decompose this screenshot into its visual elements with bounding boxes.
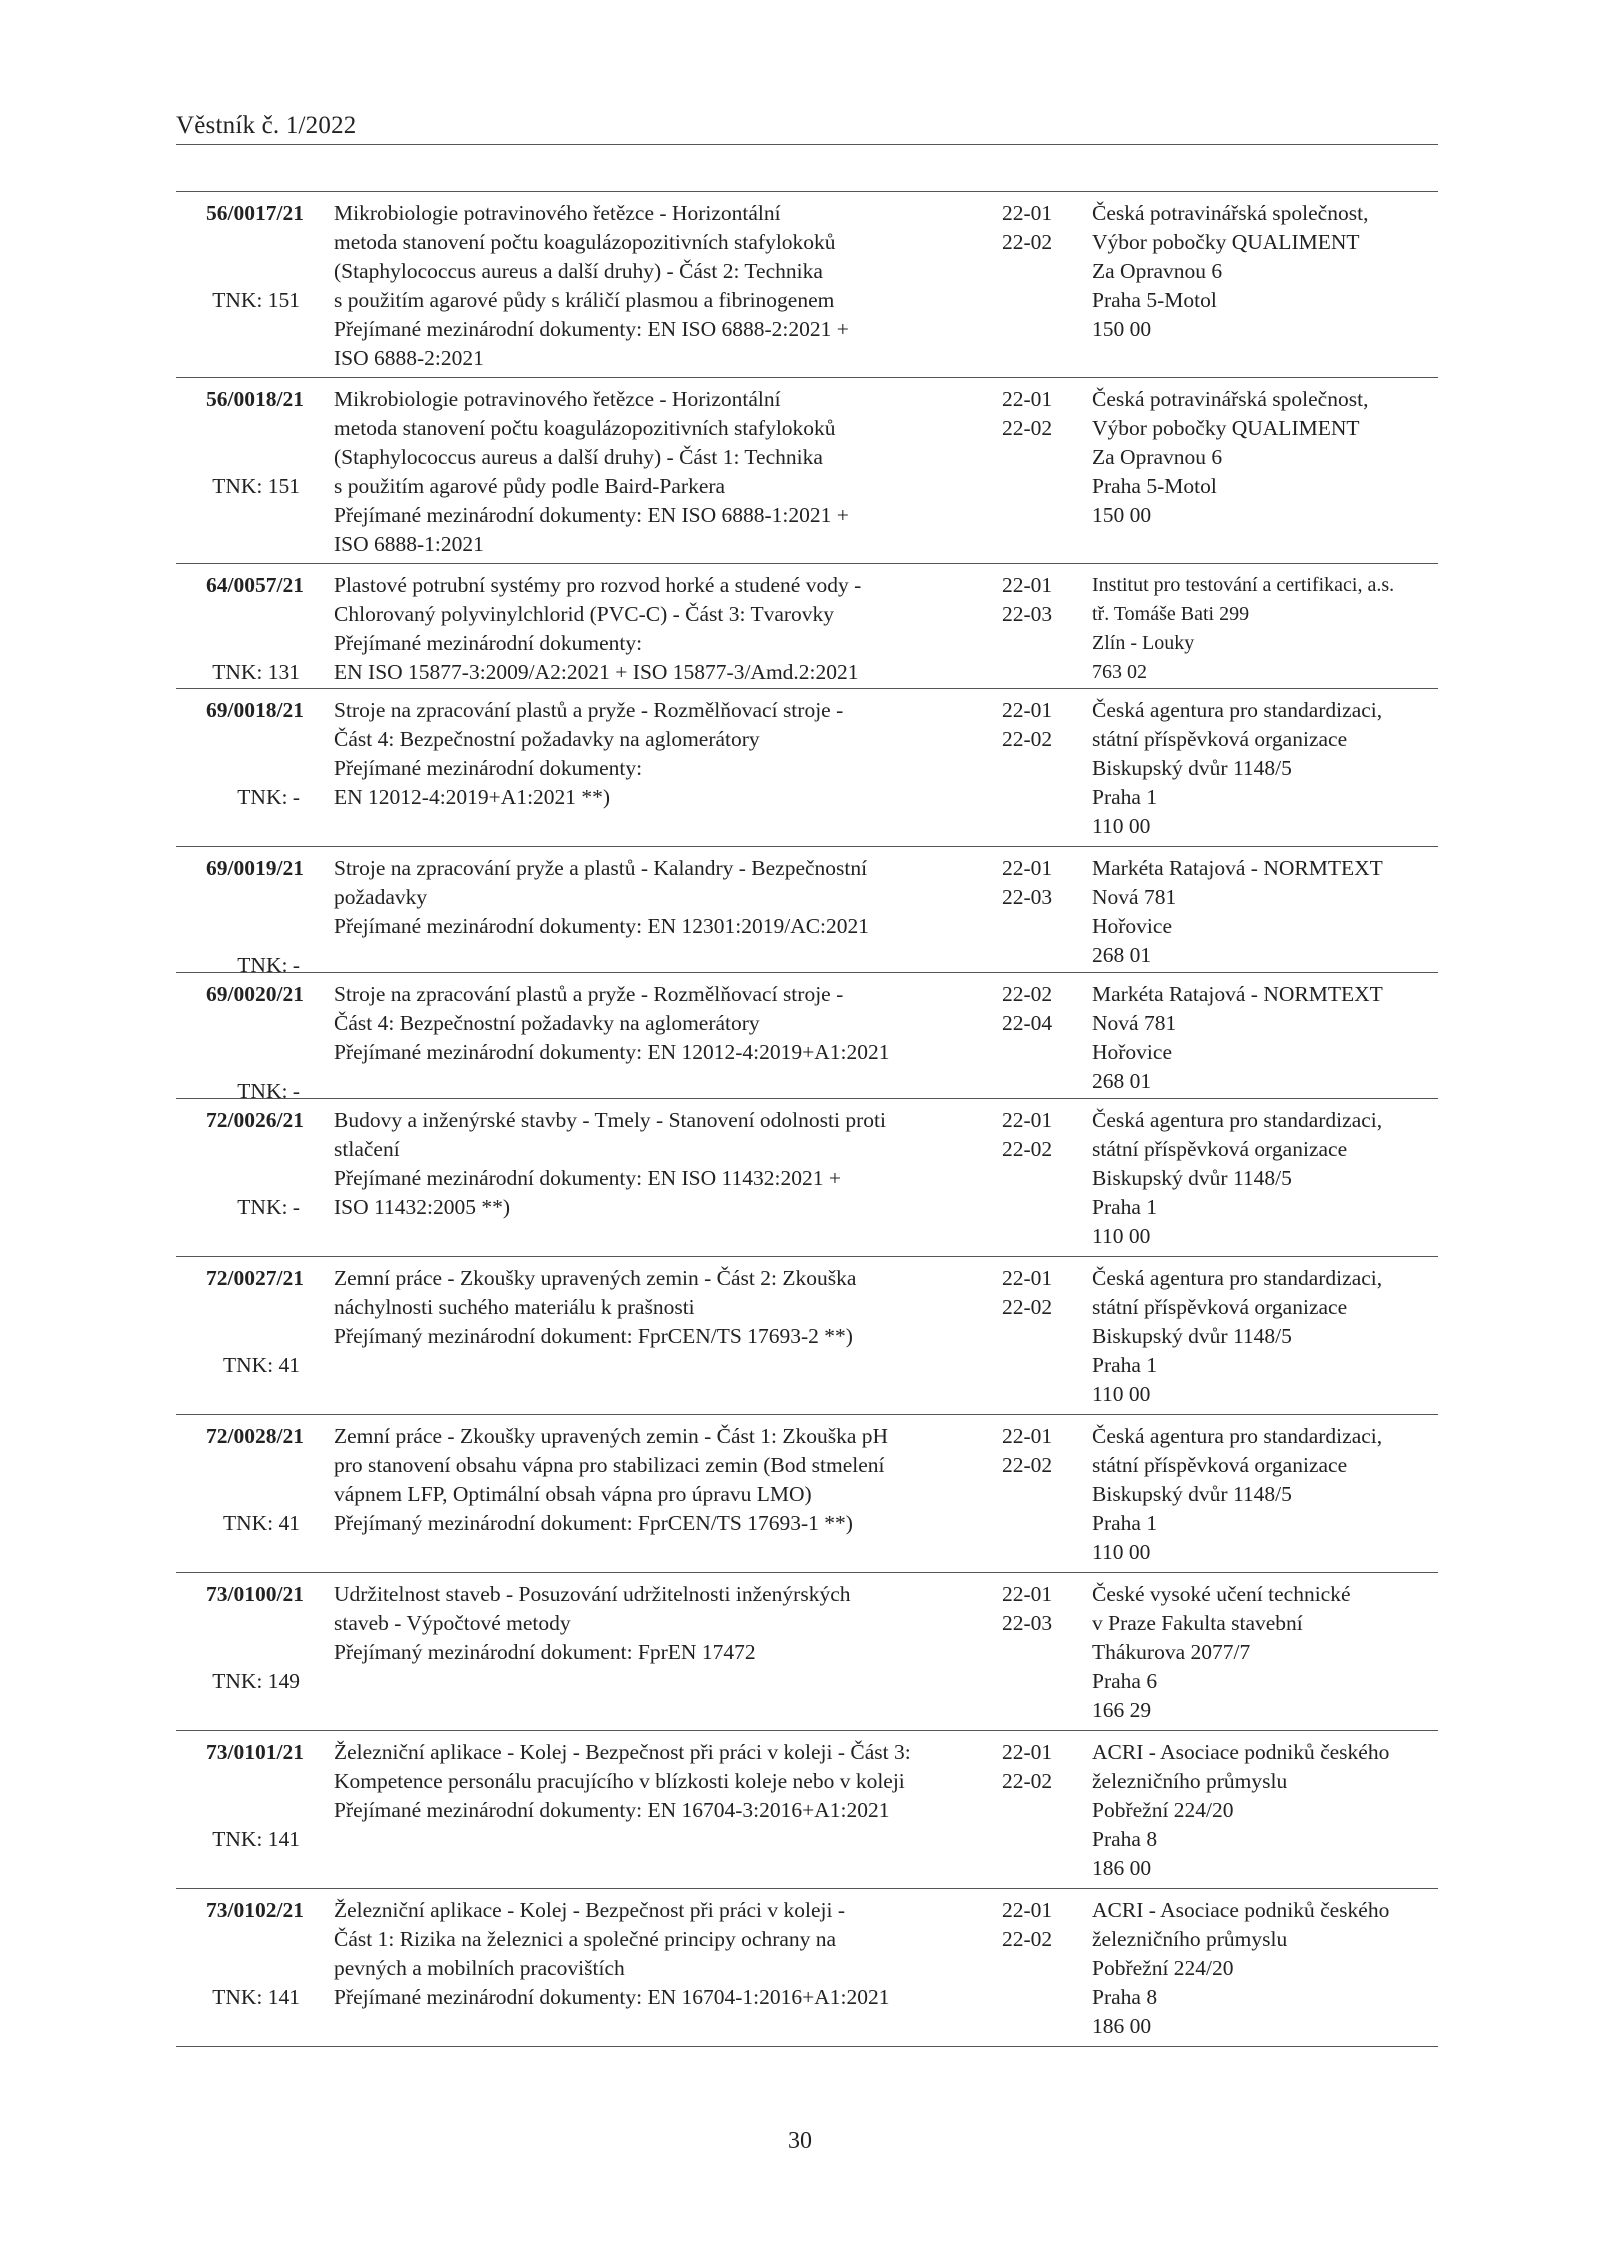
address-line: České vysoké učení technické <box>1092 1582 1351 1606</box>
standard-title <box>334 1896 986 2012</box>
tnk-number: TNK: 151 <box>212 474 300 498</box>
title-line: EN ISO 15877-3:2009/A2:2021 + ISO 15877-3/Amd.2:2021 <box>334 660 859 684</box>
standard-title <box>334 1738 986 1825</box>
address-line: Praha 1 <box>1092 785 1158 809</box>
title-line: požadavky <box>334 885 428 909</box>
tnk-number: TNK: 131 <box>212 660 300 684</box>
title-line: Udržitelnost staveb - Posuzování udržitelnosti inženýrských <box>334 1582 851 1606</box>
standard-code: 69/0019/21 <box>206 856 304 880</box>
address-line: státní příspěvková organizace <box>1092 1137 1348 1161</box>
address-line: Nová 781 <box>1092 885 1177 909</box>
title-line: ISO 6888-2:2021 <box>334 346 484 370</box>
address-line: Praha 1 <box>1092 1195 1158 1219</box>
period-date: 22-01 <box>1002 1582 1053 1606</box>
standard-code: 69/0020/21 <box>206 982 304 1006</box>
tnk-number: TNK: 141 <box>212 1985 300 2009</box>
address-line: 110 00 <box>1092 1382 1151 1406</box>
address-line: Nová 781 <box>1092 1011 1177 1035</box>
table-row <box>176 1573 1438 1731</box>
period-date: 22-03 <box>1002 1611 1053 1635</box>
title-line: Mikrobiologie potravinového řetězce - Horizontální <box>334 201 781 225</box>
processor-address <box>1092 1106 1438 1251</box>
tnk-number: TNK: - <box>237 953 300 977</box>
tnk-number: TNK: - <box>237 785 300 809</box>
title-line: Železniční aplikace - Kolej - Bezpečnost při práci v koleji - <box>334 1898 846 1922</box>
tnk-number: TNK: - <box>237 1195 300 1219</box>
period-date: 22-01 <box>1002 1266 1053 1290</box>
comment-period <box>1002 385 1062 443</box>
comment-period <box>1002 980 1062 1038</box>
address-line: státní příspěvková organizace <box>1092 1295 1348 1319</box>
processor-address <box>1092 1422 1438 1567</box>
address-line: Výbor pobočky QUALIMENT <box>1092 416 1360 440</box>
period-date: 22-01 <box>1002 201 1053 225</box>
title-line: Přejímané mezinárodní dokumenty: EN 16704-3:2016+A1:2021 <box>334 1798 890 1822</box>
standard-title <box>334 199 986 373</box>
title-line: Stroje na zpracování plastů a pryže - Rozmělňovací stroje - <box>334 698 844 722</box>
title-line: Kompetence personálu pracujícího v blízkosti koleje nebo v koleji <box>334 1769 905 1793</box>
address-line: Markéta Ratajová - NORMTEXT <box>1092 856 1383 880</box>
table-row <box>176 1731 1438 1889</box>
tnk-number: TNK: 149 <box>212 1669 300 1693</box>
title-line: metoda stanovení počtu koagulázopozitivních stafylokoků <box>334 230 836 254</box>
comment-period <box>1002 571 1062 629</box>
address-line: železničního průmyslu <box>1092 1927 1288 1951</box>
address-line: Biskupský dvůr 1148/5 <box>1092 756 1292 780</box>
table-row <box>176 1889 1438 2047</box>
address-line: 268 01 <box>1092 1069 1152 1093</box>
standard-code: 73/0102/21 <box>206 1898 304 1922</box>
address-line: 186 00 <box>1092 1856 1152 1880</box>
address-line: Pobřežní 224/20 <box>1092 1798 1234 1822</box>
title-line: Přejímané mezinárodní dokumenty: EN ISO 11432:2021 + <box>334 1166 841 1190</box>
standard-code: 73/0100/21 <box>206 1582 304 1606</box>
address-line: 110 00 <box>1092 814 1151 838</box>
title-line: pevných a mobilních pracovištích <box>334 1956 625 1980</box>
table-row <box>176 192 1438 378</box>
period-date: 22-02 <box>1002 1295 1053 1319</box>
processor-address <box>1092 854 1438 970</box>
address-line: Zlín - Louky <box>1092 632 1195 654</box>
standard-code: 72/0026/21 <box>206 1108 304 1132</box>
title-line: Část 4: Bezpečnostní požadavky na aglomerátory <box>334 1011 760 1035</box>
address-line: Za Opravnou 6 <box>1092 259 1223 283</box>
title-line: vápnem LFP, Optimální obsah vápna pro úpravu LMO) <box>334 1482 812 1506</box>
table-row <box>176 1415 1438 1573</box>
period-date: 22-01 <box>1002 1898 1053 1922</box>
title-line: Přejímané mezinárodní dokumenty: EN 16704-1:2016+A1:2021 <box>334 1985 890 2009</box>
address-line: Praha 5-Motol <box>1092 474 1217 498</box>
processor-address <box>1092 1896 1438 2041</box>
period-date: 22-01 <box>1002 387 1053 411</box>
standard-title <box>334 1106 986 1222</box>
period-date: 22-01 <box>1002 1424 1053 1448</box>
address-line: Praha 1 <box>1092 1511 1158 1535</box>
standard-title <box>334 980 986 1067</box>
address-line: Česká agentura pro standardizaci, <box>1092 698 1383 722</box>
title-line: Zemní práce - Zkoušky upravených zemin - Část 2: Zkouška <box>334 1266 857 1290</box>
address-line: státní příspěvková organizace <box>1092 727 1348 751</box>
address-line: železničního průmyslu <box>1092 1769 1288 1793</box>
period-date: 22-01 <box>1002 573 1053 597</box>
title-line: ISO 11432:2005 **) <box>334 1195 510 1219</box>
address-line: Praha 5-Motol <box>1092 288 1217 312</box>
comment-period <box>1002 696 1062 754</box>
period-date: 22-02 <box>1002 727 1053 751</box>
address-line: 150 00 <box>1092 317 1152 341</box>
processor-address <box>1092 1738 1438 1883</box>
title-line: Přejímaný mezinárodní dokument: FprCEN/TS 17693-2 **) <box>334 1324 853 1348</box>
table-row <box>176 378 1438 564</box>
title-line: EN 12012-4:2019+A1:2021 **) <box>334 785 611 809</box>
period-date: 22-02 <box>1002 1927 1053 1951</box>
address-line: Česká potravinářská společnost, <box>1092 387 1369 411</box>
standard-code: 72/0027/21 <box>206 1266 304 1290</box>
address-line: Praha 1 <box>1092 1353 1158 1377</box>
comment-period <box>1002 1422 1062 1480</box>
title-line: pro stanovení obsahu vápna pro stabilizaci zemin (Bod stmelení <box>334 1453 885 1477</box>
address-line: Hořovice <box>1092 1040 1172 1064</box>
address-line: Výbor pobočky QUALIMENT <box>1092 230 1360 254</box>
standard-title <box>334 1264 986 1351</box>
standard-code: 69/0018/21 <box>206 698 304 722</box>
title-line: Přejímaný mezinárodní dokument: FprCEN/TS 17693-1 **) <box>334 1511 853 1535</box>
title-line: Část 4: Bezpečnostní požadavky na aglomerátory <box>334 727 760 751</box>
comment-period <box>1002 199 1062 257</box>
title-line: náchylnosti suchého materiálu k prašnosti <box>334 1295 695 1319</box>
address-line: Hořovice <box>1092 914 1172 938</box>
address-line: Biskupský dvůr 1148/5 <box>1092 1166 1292 1190</box>
period-date: 22-01 <box>1002 1740 1053 1764</box>
page-header: Věstník č. 1/2022 <box>176 112 1438 145</box>
address-line: 166 29 <box>1092 1698 1152 1722</box>
address-line: 110 00 <box>1092 1540 1151 1564</box>
title-line: Přejímané mezinárodní dokumenty: EN 12012-4:2019+A1:2021 <box>334 1040 890 1064</box>
address-line: Markéta Ratajová - NORMTEXT <box>1092 982 1383 1006</box>
comment-period <box>1002 854 1062 912</box>
table-row <box>176 973 1438 1103</box>
address-line: Česká agentura pro standardizaci, <box>1092 1424 1383 1448</box>
standard-title <box>334 571 986 687</box>
address-line: Praha 8 <box>1092 1985 1158 2009</box>
title-line: stlačení <box>334 1137 400 1161</box>
title-line: Zemní práce - Zkoušky upravených zemin - Část 1: Zkouška pH <box>334 1424 889 1448</box>
tnk-number: TNK: 41 <box>222 1353 300 1377</box>
table-row <box>176 1257 1438 1415</box>
title-line: Stroje na zpracování plastů a pryže - Rozmělňovací stroje - <box>334 982 844 1006</box>
period-date: 22-02 <box>1002 416 1053 440</box>
processor-address <box>1092 696 1438 841</box>
tnk-number: TNK: 141 <box>212 1827 300 1851</box>
title-line: Stroje na zpracování pryže a plastů - Kalandry - Bezpečnostní <box>334 856 868 880</box>
period-date: 22-02 <box>1002 982 1053 1006</box>
comment-period <box>1002 1580 1062 1638</box>
standard-code: 64/0057/21 <box>206 573 304 597</box>
address-line: Institut pro testování a certifikaci, a.s. <box>1092 574 1395 596</box>
title-line: s použitím agarové půdy podle Baird-Parkera <box>334 474 726 498</box>
processor-address <box>1092 385 1438 530</box>
tnk-number: TNK: 41 <box>222 1511 300 1535</box>
processor-address <box>1092 199 1438 344</box>
standard-code: 73/0101/21 <box>206 1740 304 1764</box>
address-line: 150 00 <box>1092 503 1152 527</box>
standard-code: 72/0028/21 <box>206 1424 304 1448</box>
title-line: Plastové potrubní systémy pro rozvod horké a studené vody - <box>334 573 862 597</box>
standard-code: 56/0017/21 <box>206 201 304 225</box>
address-line: Thákurova 2077/7 <box>1092 1640 1251 1664</box>
title-line: Budovy a inženýrské stavby - Tmely - Stanovení odolnosti proti <box>334 1108 886 1132</box>
address-line: Za Opravnou 6 <box>1092 445 1223 469</box>
standard-title <box>334 1422 986 1538</box>
table-row <box>176 1099 1438 1257</box>
period-date: 22-02 <box>1002 230 1053 254</box>
address-line: Praha 6 <box>1092 1669 1158 1693</box>
period-date: 22-01 <box>1002 1108 1053 1132</box>
title-line: Přejímané mezinárodní dokumenty: EN ISO 6888-2:2021 + <box>334 317 849 341</box>
title-line: Mikrobiologie potravinového řetězce - Horizontální <box>334 387 781 411</box>
tnk-number: TNK: 151 <box>212 288 300 312</box>
period-date: 22-03 <box>1002 885 1053 909</box>
period-date: 22-03 <box>1002 602 1053 626</box>
address-line: státní příspěvková organizace <box>1092 1453 1348 1477</box>
period-date: 22-01 <box>1002 856 1053 880</box>
address-line: 763 02 <box>1092 661 1147 683</box>
standards-table <box>176 191 1438 2047</box>
processor-address <box>1092 980 1438 1096</box>
title-line: Železniční aplikace - Kolej - Bezpečnost při práci v koleji - Část 3: <box>334 1740 911 1764</box>
title-line: Přejímané mezinárodní dokumenty: EN 12301:2019/AC:2021 <box>334 914 870 938</box>
standard-code: 56/0018/21 <box>206 387 304 411</box>
processor-address <box>1092 1580 1438 1725</box>
title-line: s použitím agarové půdy s králičí plasmou a fibrinogenem <box>334 288 835 312</box>
processor-address <box>1092 571 1438 687</box>
table-row <box>176 564 1438 689</box>
processor-address <box>1092 1264 1438 1409</box>
title-line: Přejímané mezinárodní dokumenty: <box>334 756 643 780</box>
period-date: 22-04 <box>1002 1011 1053 1035</box>
address-line: tř. Tomáše Bati 299 <box>1092 603 1250 625</box>
period-date: 22-02 <box>1002 1453 1053 1477</box>
title-line: ISO 6888-1:2021 <box>334 532 484 556</box>
title-line: metoda stanovení počtu koagulázopozitivních stafylokoků <box>334 416 836 440</box>
standard-title <box>334 385 986 559</box>
address-line: 110 00 <box>1092 1224 1151 1248</box>
address-line: 268 01 <box>1092 943 1152 967</box>
title-line: Přejímané mezinárodní dokumenty: <box>334 631 643 655</box>
address-line: v Praze Fakulta stavební <box>1092 1611 1303 1635</box>
standard-title <box>334 854 986 941</box>
address-line: Praha 8 <box>1092 1827 1158 1851</box>
page-number: 30 <box>788 2128 812 2154</box>
table-row <box>176 847 1438 977</box>
period-date: 22-01 <box>1002 698 1053 722</box>
period-date: 22-02 <box>1002 1769 1053 1793</box>
title-line: Přejímaný mezinárodní dokument: FprEN 17472 <box>334 1640 756 1664</box>
address-line: Česká agentura pro standardizaci, <box>1092 1108 1383 1132</box>
title-line: (Staphylococcus aureus a další druhy) - Část 2: Technika <box>334 259 823 283</box>
address-line: Biskupský dvůr 1148/5 <box>1092 1482 1292 1506</box>
title-line: Chlorovaný polyvinylchlorid (PVC-C) - Část 3: Tvarovky <box>334 602 835 626</box>
address-line: Pobřežní 224/20 <box>1092 1956 1234 1980</box>
comment-period <box>1002 1738 1062 1796</box>
comment-period <box>1002 1896 1062 1954</box>
address-line: ACRI - Asociace podniků českého <box>1092 1898 1390 1922</box>
comment-period <box>1002 1264 1062 1322</box>
period-date: 22-02 <box>1002 1137 1053 1161</box>
address-line: ACRI - Asociace podniků českého <box>1092 1740 1390 1764</box>
comment-period <box>1002 1106 1062 1164</box>
address-line: Česká agentura pro standardizaci, <box>1092 1266 1383 1290</box>
title-line: Část 1: Rizika na železnici a společné principy ochrany na <box>334 1927 837 1951</box>
address-line: 186 00 <box>1092 2014 1152 2038</box>
title-line: Přejímané mezinárodní dokumenty: EN ISO 6888-1:2021 + <box>334 503 849 527</box>
title-line: staveb - Výpočtové metody <box>334 1611 571 1635</box>
tnk-number: TNK: - <box>237 1079 300 1103</box>
standard-title <box>334 696 986 812</box>
title-line: (Staphylococcus aureus a další druhy) - Část 1: Technika <box>334 445 823 469</box>
address-line: Biskupský dvůr 1148/5 <box>1092 1324 1292 1348</box>
address-line: Česká potravinářská společnost, <box>1092 201 1369 225</box>
standard-title <box>334 1580 986 1667</box>
table-row <box>176 689 1438 847</box>
